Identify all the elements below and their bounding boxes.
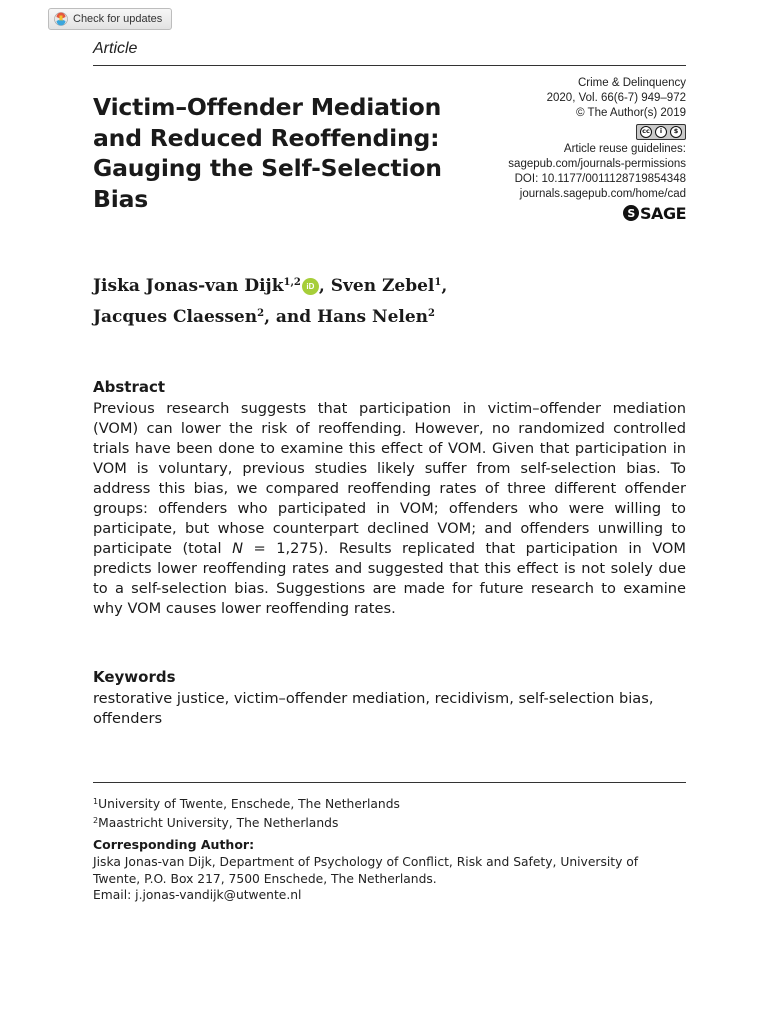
author-affiliation-sup: 1 <box>434 277 442 288</box>
journal-copyright: © The Author(s) 2019 <box>576 107 686 120</box>
check-for-updates-button[interactable] <box>48 8 172 30</box>
creative-commons-by-nc-icon[interactable]: cc i $ <box>636 124 686 140</box>
journal-name: Crime & Delinquency <box>577 77 686 89</box>
crossmark-icon <box>54 12 68 26</box>
article-title: Victim–Offender Mediation and Reduced Reoffending: Gauging the Self-Selection Bias <box>93 93 442 213</box>
article-type-label: Article <box>93 40 138 57</box>
keywords-text: restorative justice, victim–offender mediation, recidivism, self-selection bias, offenders <box>93 690 654 727</box>
keywords-heading: Keywords <box>93 668 176 686</box>
affiliation-item: $^2$Maastricht University, The Netherlands <box>93 815 339 830</box>
author-affiliation-sup: 1,2 <box>283 277 301 288</box>
abstract-heading: Abstract <box>93 378 166 396</box>
header-divider <box>93 65 686 66</box>
reuse-guidelines-link[interactable]: sagepub.com/journals-permissions <box>508 157 686 170</box>
author-name: Sven Zebel <box>330 276 435 296</box>
corresponding-author-details <box>93 854 686 904</box>
author-affiliation-sup: 2 <box>428 308 435 319</box>
footnote-divider <box>93 782 686 783</box>
sage-logo: S SAGE <box>623 205 686 221</box>
abstract-text: Previous research suggests that participation in victim–offender mediation (VOM) can lower the risk of reoffending. However, no randomized controlled trials have been done to examine this effect of VOM. Given that participation in VOM is voluntary, previous studies likely suffer from self-selection bias. To address this bias, we compared reoffending rates of three different offender groups: offenders who participated in VOM; offenders who were willing to participate, but whose counterpart declined VOM; and offenders unwilling to participate (total N = 1,275). Results replicated that participation in VOM predicts lower reoffending rates and suggested that this effect is not solely due to a self-selection bias. Suggestions are made for future research to examine why VOM causes lower reoffending rates. <box>93 400 687 617</box>
author-name: Jacques Claessen <box>93 307 258 327</box>
author-name: Jiska Jonas-van Dijk <box>93 276 284 296</box>
author-list: Jiska Jonas-van Dijk$^{1,2}$ iD , Sven Zebel$^1$, Jacques Claessen$^2$, and Hans Nelen$^2$ <box>93 276 448 327</box>
journal-citation: 2020, Vol. 66(6-7) 949–972 <box>546 92 686 105</box>
affiliation-item: $^1$University of Twente, Enschede, The Netherlands <box>93 797 400 811</box>
corresponding-author-email[interactable]: Email: j.jonas-vandijk@utwente.nl <box>93 888 302 902</box>
reuse-guidelines-label: Article reuse guidelines: <box>563 142 686 155</box>
corresponding-author-address: Jiska Jonas-van Dijk, Department of Psychology of Conflict, Risk and Safety, University of Twente, P.O. Box 217, 7500 Enschede, The Netherlands. <box>93 855 639 886</box>
author-affiliation-sup: 2 <box>257 308 265 319</box>
author-name: Hans Nelen <box>317 307 429 327</box>
doi[interactable]: DOI: 10.1177/0011128719854348 <box>514 173 686 186</box>
orcid-icon[interactable]: iD <box>302 278 319 295</box>
journal-meta <box>446 76 686 222</box>
journal-url-link[interactable]: journals.sagepub.com/home/cad <box>519 188 686 201</box>
affiliations <box>93 794 686 831</box>
sage-mark-icon: S <box>623 205 639 221</box>
corresponding-author-heading: Corresponding Author: <box>93 837 255 852</box>
check-for-updates-label: Check for updates <box>73 13 163 25</box>
